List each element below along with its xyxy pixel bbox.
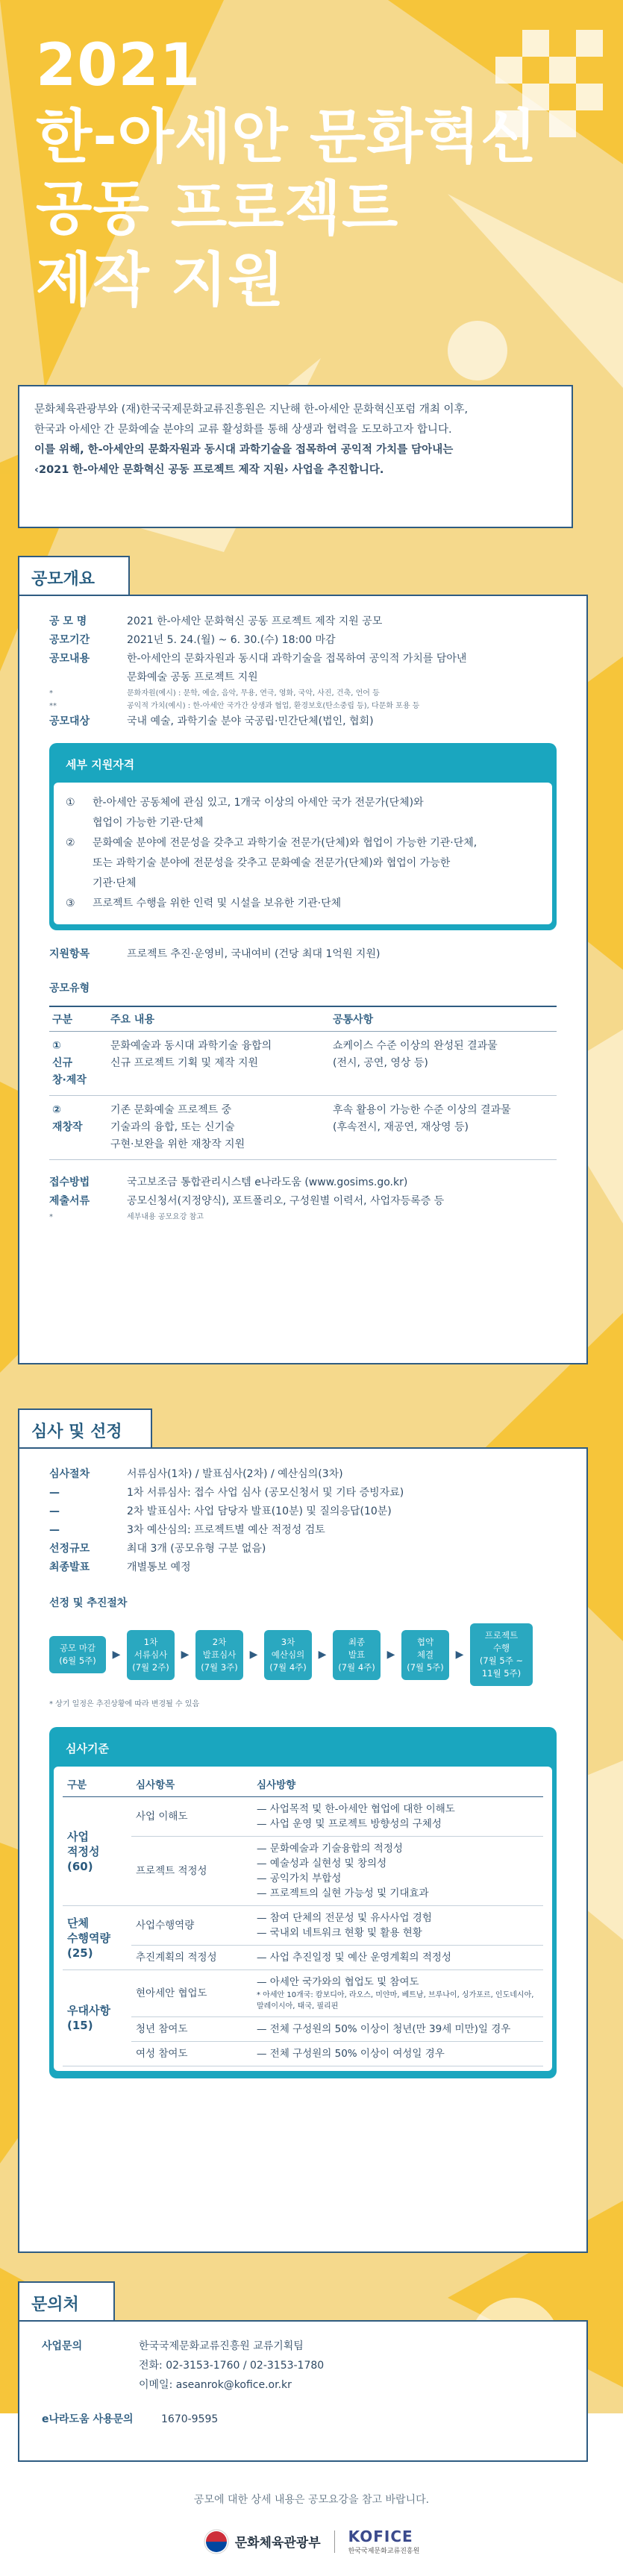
row-result: 최종발표 개별통보 예정 bbox=[49, 1561, 191, 1573]
contact-org: 사업문의 한국국제문화교류진흥원 교류기획팀 bbox=[42, 2340, 304, 2352]
hero-title bbox=[36, 30, 588, 316]
section-heading-contact bbox=[18, 2281, 115, 2322]
contact-tel: 전화: 02-3153-1760 / 02-3153-1780 bbox=[139, 2360, 325, 2372]
table-row: ① 신규 창·제작 문화예술과 동시대 과학기술 융합의 신규 프로젝트 기획 및 제작 지원 쇼케이스 수준 이상의 완성된 결과물 (전시, 공연, 영상 등) bbox=[49, 1032, 557, 1096]
table-header: 구분 주요 내용 공통사항 bbox=[49, 1006, 557, 1032]
review-panel bbox=[18, 1447, 588, 2253]
row-content-cont: 문화예술 공동 프로젝트 지원 bbox=[127, 671, 258, 683]
table-row: 사업 적정성 (60) 사업 이해도 — 사업목적 및 한-아세안 협업에 대한 이해도 — 사업 운영 및 프로젝트 방향성의 구체성 bbox=[63, 1797, 543, 1837]
footer-logos bbox=[0, 2528, 623, 2555]
flow-step: 2차 발표심사 (7월 3주) bbox=[195, 1630, 243, 1680]
section-heading-overview bbox=[18, 556, 130, 596]
mcst-logo-icon bbox=[204, 2529, 229, 2554]
flow-step: 협약 체결 (7월 5주) bbox=[401, 1630, 449, 1680]
eligibility-item-cont: 기관·단체 bbox=[93, 877, 137, 889]
table-row: 우대사항 (15) 현아세안 협업도 — 아세안 국가와의 협업도 및 참여도 * 아세안 10개국: 캄보디아, 라오스, 미얀마, 베트남, 브루나이, 싱가포르, 인도네시아, 말레이시아, 태국, 필리핀 bbox=[63, 1970, 543, 2017]
eligibility-item: ② 문화예술 분야에 전문성을 갖추고 과학기술 전문가(단체)와 협업이 가능한 기관·단체, bbox=[66, 837, 478, 849]
eligibility-list bbox=[54, 783, 552, 924]
criteria-table bbox=[63, 1771, 543, 2066]
eligibility-box bbox=[49, 743, 557, 930]
arrow-right-icon: ▶ bbox=[112, 1649, 121, 1661]
criteria-table-wrap bbox=[54, 1767, 552, 2071]
hero-title-line: 제작 지원 bbox=[36, 247, 285, 314]
hero-title-line: 한-아세안 문화혁신 bbox=[36, 104, 538, 171]
row-content: 공모내용 한-아세안의 문화자원과 동시대 과학기술을 접목하여 공익적 가치를 담아낸 bbox=[49, 653, 467, 665]
row-method: 심사절차 서류심사(1차) / 발표심사(2차) / 예산심의(3차) bbox=[49, 1468, 343, 1480]
row-step: — 1차 서류심사: 접수 사업 심사 (공모신청서 및 기타 증빙자료) bbox=[49, 1487, 404, 1499]
table-row: 프로젝트 적정성 — 문화예술과 기술융합의 적정성 — 예술성과 실현성 및 창의성 — 공익가치 부합성 — 프로젝트의 실현 가능성 및 기대효과 bbox=[63, 1837, 543, 1906]
row-scale: 선정규모 최대 3개 (공모유형 구분 없음) bbox=[49, 1543, 266, 1555]
logo-divider bbox=[334, 2530, 335, 2553]
flow-step: 1차 서류심사 (7월 2주) bbox=[127, 1630, 175, 1680]
contact-enara: e나라도움 사용문의 1670-9595 bbox=[42, 2413, 219, 2425]
criteria-title: 심사기준 bbox=[66, 1742, 109, 1755]
kofice-logo-text: KOFICE bbox=[348, 2528, 413, 2545]
section-heading-text: 심사 및 선정 bbox=[31, 1423, 122, 1441]
table-row: 추진계획의 적정성 — 사업 추진일정 및 예산 운영계획의 적정성 bbox=[63, 1946, 543, 1970]
note-culture: * 문화자원(예시) : 문학, 예술, 음악, 무용, 연극, 영화, 국악, 사진, 건축, 언어 등 bbox=[49, 689, 380, 698]
footer-note bbox=[0, 2492, 623, 2507]
flow-note: * 상기 일정은 추진상황에 따라 변경될 수 있음 bbox=[49, 1700, 200, 1708]
kofice-logo-subtext: 한국국제문화교류진흥원 bbox=[348, 2548, 420, 2555]
types-table bbox=[49, 1006, 557, 1160]
eligibility-title: 세부 지원자격 bbox=[66, 758, 135, 771]
row-period: 공모기간 2021년 5. 24.(월) ~ 6. 30.(수) 18:00 마감 bbox=[49, 634, 336, 646]
section-heading-review bbox=[18, 1408, 152, 1449]
eligibility-item: ③ 프로젝트 수행을 위한 인력 및 시설을 보유한 기관·단체 bbox=[66, 897, 342, 909]
table-row: 청년 참여도 — 전체 구성원의 50% 이상이 청년(만 39세 미만)일 경우 bbox=[63, 2017, 543, 2042]
criteria-box bbox=[49, 1727, 557, 2078]
intro-text: 한국과 아세안 간 문화예술 분야의 교류 활성화를 통해 상생과 협력을 도모하고자 합니다. bbox=[34, 424, 452, 436]
hero-title-line: 공동 프로젝트 bbox=[36, 175, 399, 242]
flow-title: 선정 및 추진절차 bbox=[49, 1597, 128, 1609]
eligibility-item-cont: 협업이 가능한 기관·단체 bbox=[93, 817, 204, 829]
section-heading-text: 공모개요 bbox=[31, 570, 96, 589]
row-docs: 제출서류 공모신청서(지정양식), 포트폴리오, 구성원별 이력서, 사업자등록증 등 bbox=[49, 1195, 445, 1207]
contact-panel bbox=[18, 2320, 588, 2462]
note-public-value: ** 공익적 가치(예시) : 한-아세안 국가간 상생과 협업, 환경보호(탄소중립 등), 다문화 포용 등 bbox=[49, 702, 420, 710]
section-heading-text: 문의처 bbox=[31, 2295, 79, 2314]
overview-panel bbox=[18, 595, 588, 1364]
arrow-right-icon: ▶ bbox=[318, 1649, 327, 1661]
row-step: — 2차 발표심사: 사업 담당자 발표(10분) 및 질의응답(10분) bbox=[49, 1505, 392, 1517]
footer-note-text: 공모에 대한 상세 내용은 공모요강을 참고 바랍니다. bbox=[193, 2494, 430, 2506]
process-flow bbox=[49, 1623, 557, 1686]
row-name: 공 모 명 2021 한-아세안 문화혁신 공동 프로젝트 제작 지원 공모 bbox=[49, 615, 383, 627]
intro-text: ‹2021 한-아세안 문화혁신 공동 프로젝트 제작 지원› 사업을 추진합니다. bbox=[34, 464, 384, 476]
contact-email: 이메일: aseanrok@kofice.or.kr bbox=[139, 2379, 292, 2391]
arrow-right-icon: ▶ bbox=[249, 1649, 258, 1661]
table-row: ② 재창작 기존 문화예술 프로젝트 중 기술과의 융합, 또는 신기술 구현·보완을 위한 재창작 지원 후속 활용이 가능한 수준 이상의 결과물 (후속전시, 재공연, 재상영 등) bbox=[49, 1096, 557, 1160]
row-step: — 3차 예산심의: 프로젝트별 예산 적정성 검토 bbox=[49, 1524, 325, 1536]
flow-step: 프로젝트 수행 (7월 5주 ~ 11월 5주) bbox=[470, 1623, 533, 1686]
flow-step: 최종 발표 (7월 4주) bbox=[333, 1630, 381, 1680]
kofice-logo bbox=[348, 2528, 420, 2555]
intro-text: 문화체육관광부와 (재)한국국제문화교류진흥원은 지난해 한-아세안 문화혁신포럼 개최 이후, bbox=[34, 404, 469, 416]
eligibility-item-cont: 또는 과학기술 분야에 전문성을 갖추고 문화예술 전문가(단체)와 협업이 가능한 bbox=[93, 857, 451, 869]
flow-step: 3차 예산심의 (7월 4주) bbox=[264, 1630, 312, 1680]
table-row: 단체 수행역량 (25) 사업수행역량 — 참여 단체의 전문성 및 유사사업 경험 — 국내외 네트워크 현황 및 활용 현황 bbox=[63, 1906, 543, 1946]
arrow-right-icon: ▶ bbox=[181, 1649, 190, 1661]
row-target: 공모대상 국내 예술, 과학기술 분야 국공립·민간단체(법인, 협회) bbox=[49, 715, 374, 727]
arrow-right-icon: ▶ bbox=[386, 1649, 395, 1661]
intro-text: 이를 위해, 한-아세안의 문화자원과 동시대 과학기술을 접목하여 공익적 가치를 담아내는 bbox=[34, 444, 454, 456]
mcst-logo-text: 문화체육관광부 bbox=[234, 2536, 321, 2551]
table-row: 여성 참여도 — 전체 구성원의 50% 이상이 여성일 경우 bbox=[63, 2042, 543, 2066]
intro-panel bbox=[18, 385, 573, 528]
arrow-right-icon: ▶ bbox=[455, 1649, 464, 1661]
note-docs: * 세부내용 공모요강 참고 bbox=[49, 1213, 204, 1221]
row-apply: 접수방법 국고보조금 통합관리시스템 e나라도움 (www.gosims.go.kr) bbox=[49, 1176, 408, 1188]
eligibility-item: ① 한-아세안 공동체에 관심 있고, 1개국 이상의 아세안 국가 전문가(단체)와 bbox=[66, 797, 424, 809]
hero-title-line: 2021 bbox=[36, 32, 201, 99]
flow-step: 공모 마감 (6월 5주) bbox=[49, 1636, 106, 1673]
types-title: 공모유형 bbox=[49, 983, 90, 994]
row-support: 지원항목 프로젝트 추진·운영비, 국내여비 (건당 최대 1억원 지원) bbox=[49, 948, 381, 960]
table-header: 구분 심사항목 심사방향 bbox=[63, 1771, 543, 1797]
